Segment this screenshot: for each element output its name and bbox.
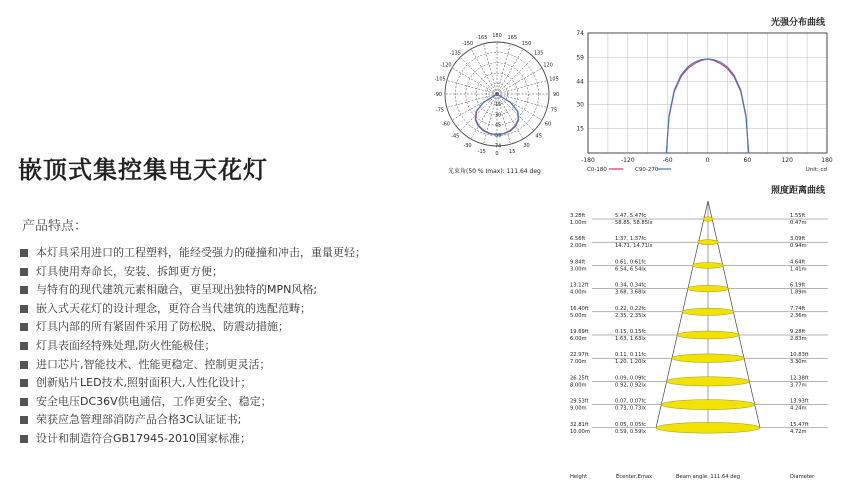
feature-text: 荣获应急管理部消防产品合格3C认证证书; xyxy=(36,413,242,427)
polar-spoke xyxy=(497,57,534,94)
polar-angle-label: -60 xyxy=(441,121,450,128)
ecenter-fc: 0.05, 0.05fc xyxy=(615,421,647,428)
height-m: 3.00m xyxy=(570,266,587,273)
ecenter-lx: 14.71, 14.71lx xyxy=(615,243,653,250)
feature-item xyxy=(20,318,366,337)
square-bullet-icon xyxy=(20,435,28,443)
height-m: 9.00m xyxy=(570,405,587,412)
diameter-ft: 4.64ft xyxy=(790,259,806,266)
polar-spoke xyxy=(471,49,497,94)
ecenter-fc: 0.11, 0.11fc xyxy=(615,352,647,359)
x-tick-label: 120 xyxy=(781,157,793,164)
illuminance-ellipse xyxy=(682,308,734,315)
feature-item xyxy=(20,374,366,393)
polar-angle-label: -135 xyxy=(449,50,461,57)
feature-item xyxy=(20,356,366,375)
polar-angle-label: 150 xyxy=(521,40,532,47)
polar-angle-label: 120 xyxy=(543,62,553,69)
height-m: 10.00m xyxy=(570,428,590,435)
feature-text: 与特有的现代建筑元素相融合，更呈现出独特的MPN风格; xyxy=(36,283,318,297)
square-bullet-icon xyxy=(20,398,28,406)
height-ft: 29.53ft xyxy=(570,398,589,405)
feature-item xyxy=(20,393,366,412)
polar-radial-label: 15 xyxy=(494,101,502,108)
ecenter-lx: 2.35, 2.35lx xyxy=(615,312,646,319)
feature-item xyxy=(20,430,366,449)
diameter-ft: 13.93ft xyxy=(790,398,809,405)
polar-radial-label: 30 xyxy=(494,112,502,119)
polar-spoke xyxy=(447,94,497,107)
diameter-m: 1.89m xyxy=(790,289,807,296)
ecenter-lx: 6.54, 6.54lx xyxy=(615,266,646,273)
illuminance-chart-title: 照度距离曲线 xyxy=(771,186,826,196)
legend-label: C90-270 xyxy=(635,167,659,173)
feature-item xyxy=(20,244,366,263)
diameter-m: 0.47m xyxy=(790,220,807,226)
ecenter-fc: 0.22, 0.22fc xyxy=(615,305,647,312)
polar-angle-label: -30 xyxy=(463,143,472,150)
height-m: 7.00m xyxy=(570,359,587,366)
polar-angle-label: -105 xyxy=(434,76,446,83)
height-ft: 3.28ft xyxy=(570,213,586,219)
illuminance-ellipse xyxy=(666,377,749,386)
ecenter-fc: 1.37, 1.37fc xyxy=(615,236,647,243)
y-tick-label: 59 xyxy=(576,54,584,62)
ecenter-fc: 0.07, 0.07fc xyxy=(615,398,647,405)
polar-radial-label: 59 xyxy=(494,133,502,140)
square-bullet-icon xyxy=(20,286,28,294)
intensity-line-chart xyxy=(565,25,840,175)
feature-item xyxy=(20,411,366,430)
diameter-ft: 7.74ft xyxy=(790,305,806,312)
illuminance-ellipse xyxy=(656,422,760,433)
diameter-ft: 15.47ft xyxy=(790,421,809,428)
polar-angle-label: -90 xyxy=(433,92,443,98)
ecenter-lx: 0.73, 0.73lx xyxy=(615,405,646,412)
feature-text: 灯具使用寿命长，安装、拆卸更方便； xyxy=(36,264,223,278)
illuminance-ellipse xyxy=(703,217,713,221)
polar-spoke xyxy=(497,44,510,94)
diameter-ft: 12.38ft xyxy=(790,375,809,382)
polar-spoke xyxy=(460,57,497,94)
height-ft: 22.97ft xyxy=(570,352,589,359)
polar-angle-label: 90 xyxy=(552,92,560,98)
diameter-m: 2.36m xyxy=(790,312,807,319)
diameter-ft: 3.09ft xyxy=(790,236,806,243)
polar-angle-label: 105 xyxy=(549,76,559,83)
ecenter-fc: 0.15, 0.15fc xyxy=(615,329,647,335)
feature-text: 安全电压DC36V供电通信，工作更安全、稳定； xyxy=(36,394,272,408)
feature-text: 灯具表面经特殊处理,防火性能极佳； xyxy=(36,338,216,352)
polar-spoke xyxy=(497,49,523,94)
illuminance-ellipse xyxy=(692,263,723,269)
height-ft: 13.12ft xyxy=(570,282,589,289)
ecenter-fc: 5.47, 5.47fc xyxy=(615,213,647,219)
diameter-ft: 6.19ft xyxy=(790,282,806,289)
height-m: 4.00m xyxy=(570,289,587,296)
polar-radial-label: 45 xyxy=(494,122,502,129)
feature-item xyxy=(20,281,366,300)
polar-angle-label: -165 xyxy=(476,35,488,42)
feature-item xyxy=(20,337,366,356)
ecenter-fc: 0.09, 0.09fc xyxy=(615,375,647,382)
square-bullet-icon xyxy=(20,323,28,331)
polar-angle-label: -120 xyxy=(440,62,452,69)
ecenter-lx: 58.85, 58.85lx xyxy=(615,220,653,226)
intensity-chart-title: 光强分布曲线 xyxy=(771,18,826,28)
height-m: 5.00m xyxy=(570,312,587,319)
footer-height: Height xyxy=(570,474,588,480)
square-bullet-icon xyxy=(20,361,28,369)
ecenter-lx: 1.63, 1.63lx xyxy=(615,336,646,342)
polar-angle-label: 45 xyxy=(535,133,542,140)
height-ft: 32.81ft xyxy=(570,421,589,428)
feature-item xyxy=(20,300,366,319)
ecenter-fc: 0.34, 0.34fc xyxy=(615,282,647,289)
ecenter-lx: 1.20, 1.20lx xyxy=(615,359,646,366)
polar-angle-label: 75 xyxy=(550,107,558,114)
x-tick-label: -60 xyxy=(662,157,673,164)
square-bullet-icon xyxy=(20,249,28,257)
illuminance-ellipse xyxy=(698,240,719,245)
polar-angle-label: 135 xyxy=(533,50,544,57)
height-m: 8.00m xyxy=(570,382,587,389)
height-m: 2.00m xyxy=(570,243,587,250)
features-label: 产品特点： xyxy=(22,219,88,234)
polar-angle-label: 60 xyxy=(544,121,552,128)
polar-angle-label: 30 xyxy=(523,143,530,150)
diameter-ft: 1.55ft xyxy=(790,213,806,219)
y-tick-label: 30 xyxy=(576,101,584,109)
polar-spoke xyxy=(497,81,547,94)
feature-list xyxy=(20,244,366,449)
polar-spoke xyxy=(471,94,497,139)
x-tick-label: -120 xyxy=(621,157,635,164)
square-bullet-icon xyxy=(20,305,28,313)
polar-caption: 光束角(50 % Imax): 111.64 deg xyxy=(448,168,541,175)
feature-text: 本灯具采用进口的工程塑料，能经受强力的碰撞和冲击，重量更轻； xyxy=(36,246,366,259)
diameter-m: 2.83m xyxy=(790,336,807,342)
diameter-m: 4.72m xyxy=(790,428,807,435)
polar-angle-label: 15 xyxy=(509,148,516,155)
legend-label: C0-180 xyxy=(587,167,607,173)
page-title: 嵌顶式集控集电天花灯 xyxy=(18,156,268,184)
polar-angle-label: 180 xyxy=(492,33,502,39)
footer-beam-angle: Beam angle: 111.64 deg xyxy=(676,474,740,480)
illuminance-ellipse xyxy=(661,400,755,410)
x-tick-label: 180 xyxy=(821,157,833,164)
height-ft: 9.84ft xyxy=(570,259,586,266)
diameter-m: 1.41m xyxy=(790,266,807,273)
feature-text: 灯具内部的所有紧固件采用了防松脱、防震动措施； xyxy=(36,320,289,334)
y-tick-label: 15 xyxy=(576,125,584,133)
polar-spoke xyxy=(484,44,497,94)
y-tick-label: 74 xyxy=(576,30,584,37)
x-tick-label: -180 xyxy=(581,157,595,164)
polar-spoke xyxy=(497,68,542,94)
x-tick-label: 0 xyxy=(705,157,710,164)
height-ft: 26.25ft xyxy=(570,375,589,382)
square-bullet-icon xyxy=(20,416,28,424)
square-bullet-icon xyxy=(20,268,28,276)
diameter-m: 4.24m xyxy=(790,405,807,412)
height-m: 6.00m xyxy=(570,336,587,342)
square-bullet-icon xyxy=(20,379,28,387)
polar-angle-label: -15 xyxy=(477,148,486,155)
ecenter-fc: 0.61, 0.61fc xyxy=(615,259,647,266)
diameter-m: 0.94m xyxy=(790,243,807,250)
height-ft: 19.69ft xyxy=(570,329,589,335)
polar-angle-label: 165 xyxy=(507,35,518,42)
ecenter-lx: 3.68, 3.68lx xyxy=(615,289,646,296)
polar-angle-label: -150 xyxy=(461,40,474,47)
y-tick-label: 44 xyxy=(576,78,584,86)
illuminance-ellipse xyxy=(687,285,729,292)
polar-spoke xyxy=(447,81,497,94)
illuminance-ellipse xyxy=(672,354,745,363)
polar-spoke xyxy=(452,68,497,94)
height-ft: 16.40ft xyxy=(570,305,589,312)
diameter-m: 3.77m xyxy=(790,382,807,389)
footer-diameter: Diameter xyxy=(790,474,815,480)
polar-angle-label: 0 xyxy=(495,151,499,157)
illuminance-ellipse xyxy=(677,331,739,339)
feature-text: 进口芯片,智能技术、性能更稳定、控制更灵活； xyxy=(36,357,271,371)
square-bullet-icon xyxy=(20,342,28,350)
feature-item xyxy=(20,263,366,282)
feature-text: 嵌入式天花灯的设计理念，更符合当代建筑的选配范畴； xyxy=(36,301,311,315)
x-tick-label: 60 xyxy=(743,157,752,164)
polar-spoke xyxy=(494,94,547,108)
diameter-ft: 9.28ft xyxy=(790,329,806,335)
unit-label: Unit: cd xyxy=(805,167,827,173)
ecenter-lx: 0.92, 0.92lx xyxy=(615,382,646,389)
polar-radial-label: 74 xyxy=(494,143,502,150)
polar-angle-label: -45 xyxy=(451,133,460,140)
polar-distribution-chart xyxy=(425,18,570,178)
feature-text: 创新贴片LED技术,照射面积大,人性化设计； xyxy=(36,376,252,390)
footer-ecenter: Ecenter,Emax xyxy=(616,474,653,480)
diameter-m: 3.30m xyxy=(790,359,807,366)
height-m: 1.00m xyxy=(570,220,587,226)
illuminance-distance-chart xyxy=(562,193,834,483)
diameter-ft: 10.83ft xyxy=(790,352,809,359)
ecenter-lx: 0.59, 0.59lx xyxy=(615,428,646,435)
polar-angle-label: -75 xyxy=(435,107,445,114)
height-ft: 6.56ft xyxy=(570,236,586,243)
feature-text: 设计和制造符合GB17945-2010国家标准； xyxy=(36,431,252,445)
